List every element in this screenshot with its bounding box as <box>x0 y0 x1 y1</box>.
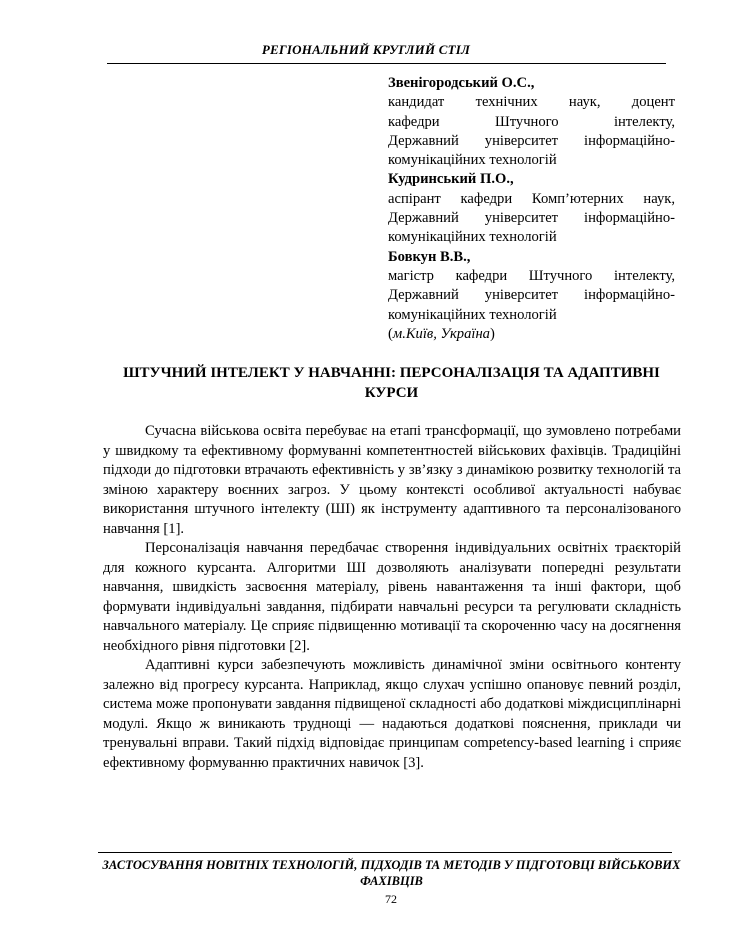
author-3 <box>388 248 675 325</box>
location-close-paren: ) <box>489 325 495 342</box>
body-paragraph: Адаптивні курси забезпечують можливість динамічної зміни освітнього контенту залежно від прогресу курсанта. Наприклад, якщо слухач успішно опановує певний розділ, система може пропонувати завдання підвищеної складності або додаткові міждисциплінарні модулі. Якщо ж виникають труднощі — надаються додаткові пояснення, приклади чи тренувальні вправи. Такий підхід відповідає принципам competency-based learning і сприяє ефективному формуванню практичних навичок [3]. <box>103 657 681 771</box>
header-divider <box>107 63 666 64</box>
body-paragraph: Сучасна військова освіта перебуває на етапі трансформації, що зумовлено потребами у швидкому та ефективному формуванні компетентностей військових фахівців. Традиційні підходи до підготовки втрачають ефективність у зв’язку з динамікою розвитку технологій та зміною характеру воєнних загроз. У цьому контексті особливої актуальності набуває використання штучного інтелекту (ШІ) як інструменту адаптивного та персоналізованого навчання [1]. <box>103 423 681 537</box>
author-block <box>388 74 675 344</box>
location-open-paren: ( <box>388 325 393 342</box>
author-affiliation-line: кафедри Штучного інтелекту, <box>388 113 675 130</box>
author-name: Бовкун В.В., <box>388 248 471 265</box>
running-footer: ЗАСТОСУВАННЯ НОВІТНІХ ТЕХНОЛОГІЙ, ПІДХОДІВ ТА МЕТОДІВ У ПІДГОТОВЦІ ВІЙСЬКОВИХ ФАХІВЦІВ <box>102 858 681 888</box>
author-1 <box>388 74 675 170</box>
author-name: Звенігородський О.С., <box>388 75 535 91</box>
author-2 <box>388 170 675 247</box>
footer-divider <box>98 852 672 853</box>
running-header: РЕГІОНАЛЬНИЙ КРУГЛИЙ СТІЛ <box>261 42 471 57</box>
author-name: Кудринський П.О., <box>388 171 514 188</box>
article-title: ШТУЧНИЙ ІНТЕЛЕКТ У НАВЧАННІ: ПЕРСОНАЛІЗАЦІЯ ТА АДАПТИВНІ КУРСИ <box>123 365 660 401</box>
location-city: м.Київ, Україна <box>392 325 490 342</box>
author-affiliation-line: Державний університет інформаційно- <box>388 132 675 149</box>
author-affiliation-line: комунікаційних технологій <box>388 229 557 246</box>
author-affiliation-line: Державний університет інформаційно- <box>388 287 675 304</box>
author-affiliation-line: комунікаційних технологій <box>388 152 557 169</box>
author-affiliation-line: комунікаційних технологій <box>388 306 557 323</box>
author-affiliation-line: Державний університет інформаційно- <box>388 210 675 227</box>
article-body <box>103 422 681 773</box>
author-affiliation-line: аспірант кафедри Комп’ютерних наук, <box>388 190 675 207</box>
page-number: 72 <box>385 892 397 906</box>
author-affiliation-line: магістр кафедри Штучного інтелекту, <box>388 267 675 284</box>
body-paragraph: Персоналізація навчання передбачає створення індивідуальних освітніх траєкторій для кожного курсанта. Алгоритми ШІ дозволяють аналізувати попередні результати навчання, швидкість засвоєння матеріалу, рівень навантаження та інші фактори, щоб формувати індивідуальні завдання, підбирати навчальні ресурси та регулювати складність навчального матеріалу. Це сприяє підвищенню мотивації та скороченню часу на досягнення необхідного рівня підготовки [2]. <box>103 540 681 654</box>
author-affiliation-line: кандидат технічних наук, доцент <box>388 94 675 111</box>
location <box>388 325 675 344</box>
